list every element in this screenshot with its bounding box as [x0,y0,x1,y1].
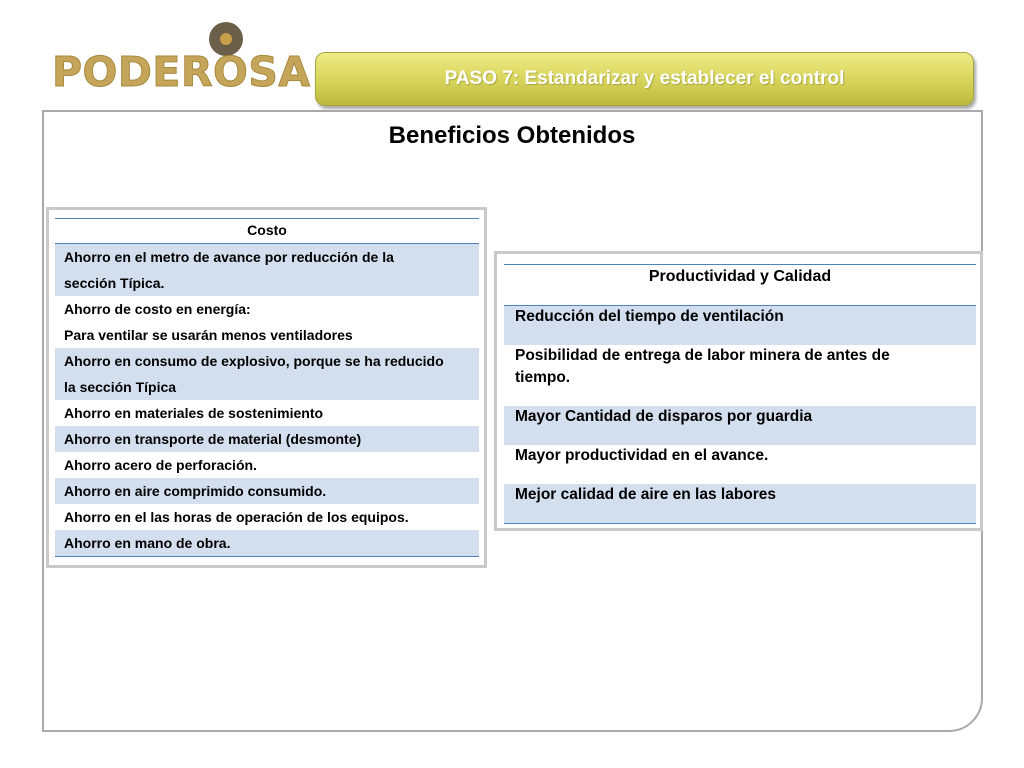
productividad-row [504,445,976,484]
productividad-row [504,306,976,345]
costo-row [55,348,479,400]
costo-row [55,504,479,530]
costo-table [46,207,487,568]
costo-row [55,478,479,504]
costo-row [55,452,479,478]
logo-text: PODEROSA [52,48,311,96]
costo-row [55,296,479,348]
productividad-table-header: Productividad y Calidad [504,264,976,306]
costo-row-line: Ahorro en transporte de material (desmonte) [64,431,362,447]
costo-row-line: Ahorro de costo en energía: [64,301,251,317]
costo-row-line: la sección Típica [64,379,177,395]
costo-row-line: Ahorro en mano de obra. [64,535,231,551]
costo-row-line: Para ventilar se usarán menos ventiladores [64,327,353,343]
costo-row [55,244,479,296]
costo-row-line: Ahorro en el metro de avance por reducción de la [64,249,394,265]
costo-row [55,400,479,426]
costo-row-line: Ahorro en aire comprimido consumido. [64,483,327,499]
step-title: PASO 7: Estandarizar y establecer el control [444,68,845,89]
costo-table-header: Costo [55,218,479,244]
productividad-row-line: Mayor productividad en el avance. [515,447,769,464]
productividad-row [504,345,976,406]
costo-row [55,426,479,452]
costo-row [55,530,479,557]
productividad-row [504,484,976,524]
productividad-row-line: Posibilidad de entrega de labor minera de antes de [515,347,890,364]
poderosa-logo [52,18,314,98]
productividad-row-line: tiempo. [515,369,571,386]
costo-row-line: Ahorro acero de perforación. [64,457,257,473]
productividad-row-line: Mejor calidad de aire en las labores [515,486,777,503]
page-heading: Beneficios Obtenidos [388,122,636,149]
step-banner [315,52,974,106]
costo-row-line: Ahorro en el las horas de operación de los equipos. [64,509,409,525]
costo-row-line: Ahorro en materiales de sostenimiento [64,405,324,421]
productividad-row [504,406,976,445]
productividad-table [494,251,983,531]
costo-row-line: sección Típica. [64,275,165,291]
productividad-row-line: Reducción del tiempo de ventilación [515,308,784,325]
costo-row-line: Ahorro en consumo de explosivo, porque se ha reducido [64,353,444,369]
productividad-row-line: Mayor Cantidad de disparos por guardia [515,408,813,425]
